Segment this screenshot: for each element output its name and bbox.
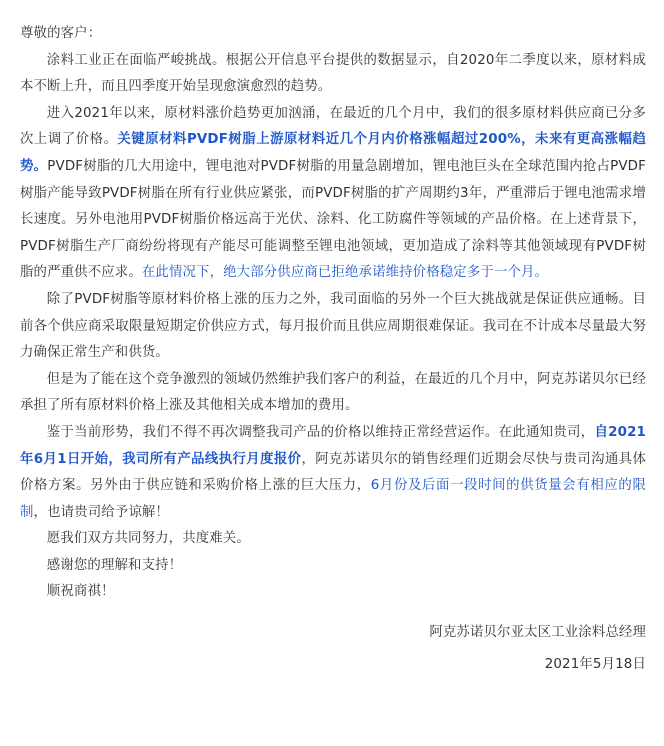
paragraph-text: 感谢您的理解和支持！ (46, 557, 183, 573)
paragraph (20, 48, 646, 101)
salutation: 尊敬的客户： (20, 26, 102, 41)
paragraph-text: 涂料工业正在面临严峻挑战。根据公开信息平台提供的数据显示，自2020年二季度以来，原材料成本不断上升，而且四季度开始呈现愈演愈烈的趋势。 (20, 52, 646, 95)
paragraph-text: ，也请贵司给予谅解！ (33, 504, 169, 520)
letter-date: 2021年5月18日 (544, 656, 646, 672)
paragraph (20, 420, 646, 526)
highlighted-text: 在此情况下，绝大部分供应商已拒绝承诺维持价格稳定多于一个月。 (141, 265, 549, 281)
paragraph (20, 367, 646, 420)
paragraph-text: ，阿克苏诺贝尔的销售经理们近期会尽快与贵司沟通具体价格方案。另外由于供应链和采购价格上涨的巨大压力， (20, 451, 646, 494)
paragraph-text: 鉴于当前形势，我们不得不再次调整我司产品的价格以维持正常经营运作。在此通知贵司， (46, 424, 595, 440)
paragraph (20, 101, 646, 287)
highlighted-text: 6月份及后面一段时间的供货量会有相应的限制 (20, 478, 646, 520)
paragraph-text: PVDF树脂的几大用途中，锂电池对PVDF树脂的用量急剧增加，锂电池巨头在全球范围内抢占PVDF树脂产能导致PVDF树脂在所有行业供应紧张，而PVDF树脂的扩产周期约3年，严重滞后于锂电池需求增长速度。另外电池用PVDF树脂价格远高于光伏、涂料、化工防腐件等领域的产品价格。在上述背景下，PVDF树脂生产厂商纷纷将现有产能尽可能调整至锂电池领域，更加造成了涂料等其他领域现有PVDF树脂的严重供不应求。 (20, 158, 646, 281)
paragraph-text: 除了PVDF树脂等原材料价格上涨的压力之外，我司面临的另外一个巨大挑战就是保证供应通畅。目前各个供应商采取限量短期定价供应方式，每月报价而且供应周期很难保证。我司在不计成本尽量最大努力确保正常生产和供货。 (20, 291, 646, 361)
letter-body (20, 48, 646, 606)
paragraph-text: 进入2021年以来，原材料涨价趋势更加汹涌，在最近的几个月中，我们的很多原材料供应商已分多次上调了价格。 (20, 105, 646, 148)
paragraph (20, 287, 646, 367)
highlighted-text: 自2021年6月1日开始，我司所有产品线执行月度报价 (20, 424, 646, 467)
paragraph (20, 526, 646, 553)
signature: 阿克苏诺贝尔亚太区工业涂料总经理 (429, 625, 646, 641)
paragraph (20, 579, 646, 606)
paragraph-text: 顺祝商祺！ (46, 584, 115, 600)
paragraph (20, 553, 646, 580)
paragraph-text: 愿我们双方共同努力，共度难关。 (46, 531, 250, 547)
highlighted-text: 关键原材料PVDF树脂上游原材料近几个月内价格涨幅超过200%，未来有更高涨幅趋势。 (20, 132, 646, 174)
paragraph-text: 但是为了能在这个竞争激烈的领域仍然维护我们客户的利益，在最近的几个月中，阿克苏诺贝尔已经承担了所有原材料价格上涨及其他相关成本增加的费用。 (20, 371, 646, 414)
